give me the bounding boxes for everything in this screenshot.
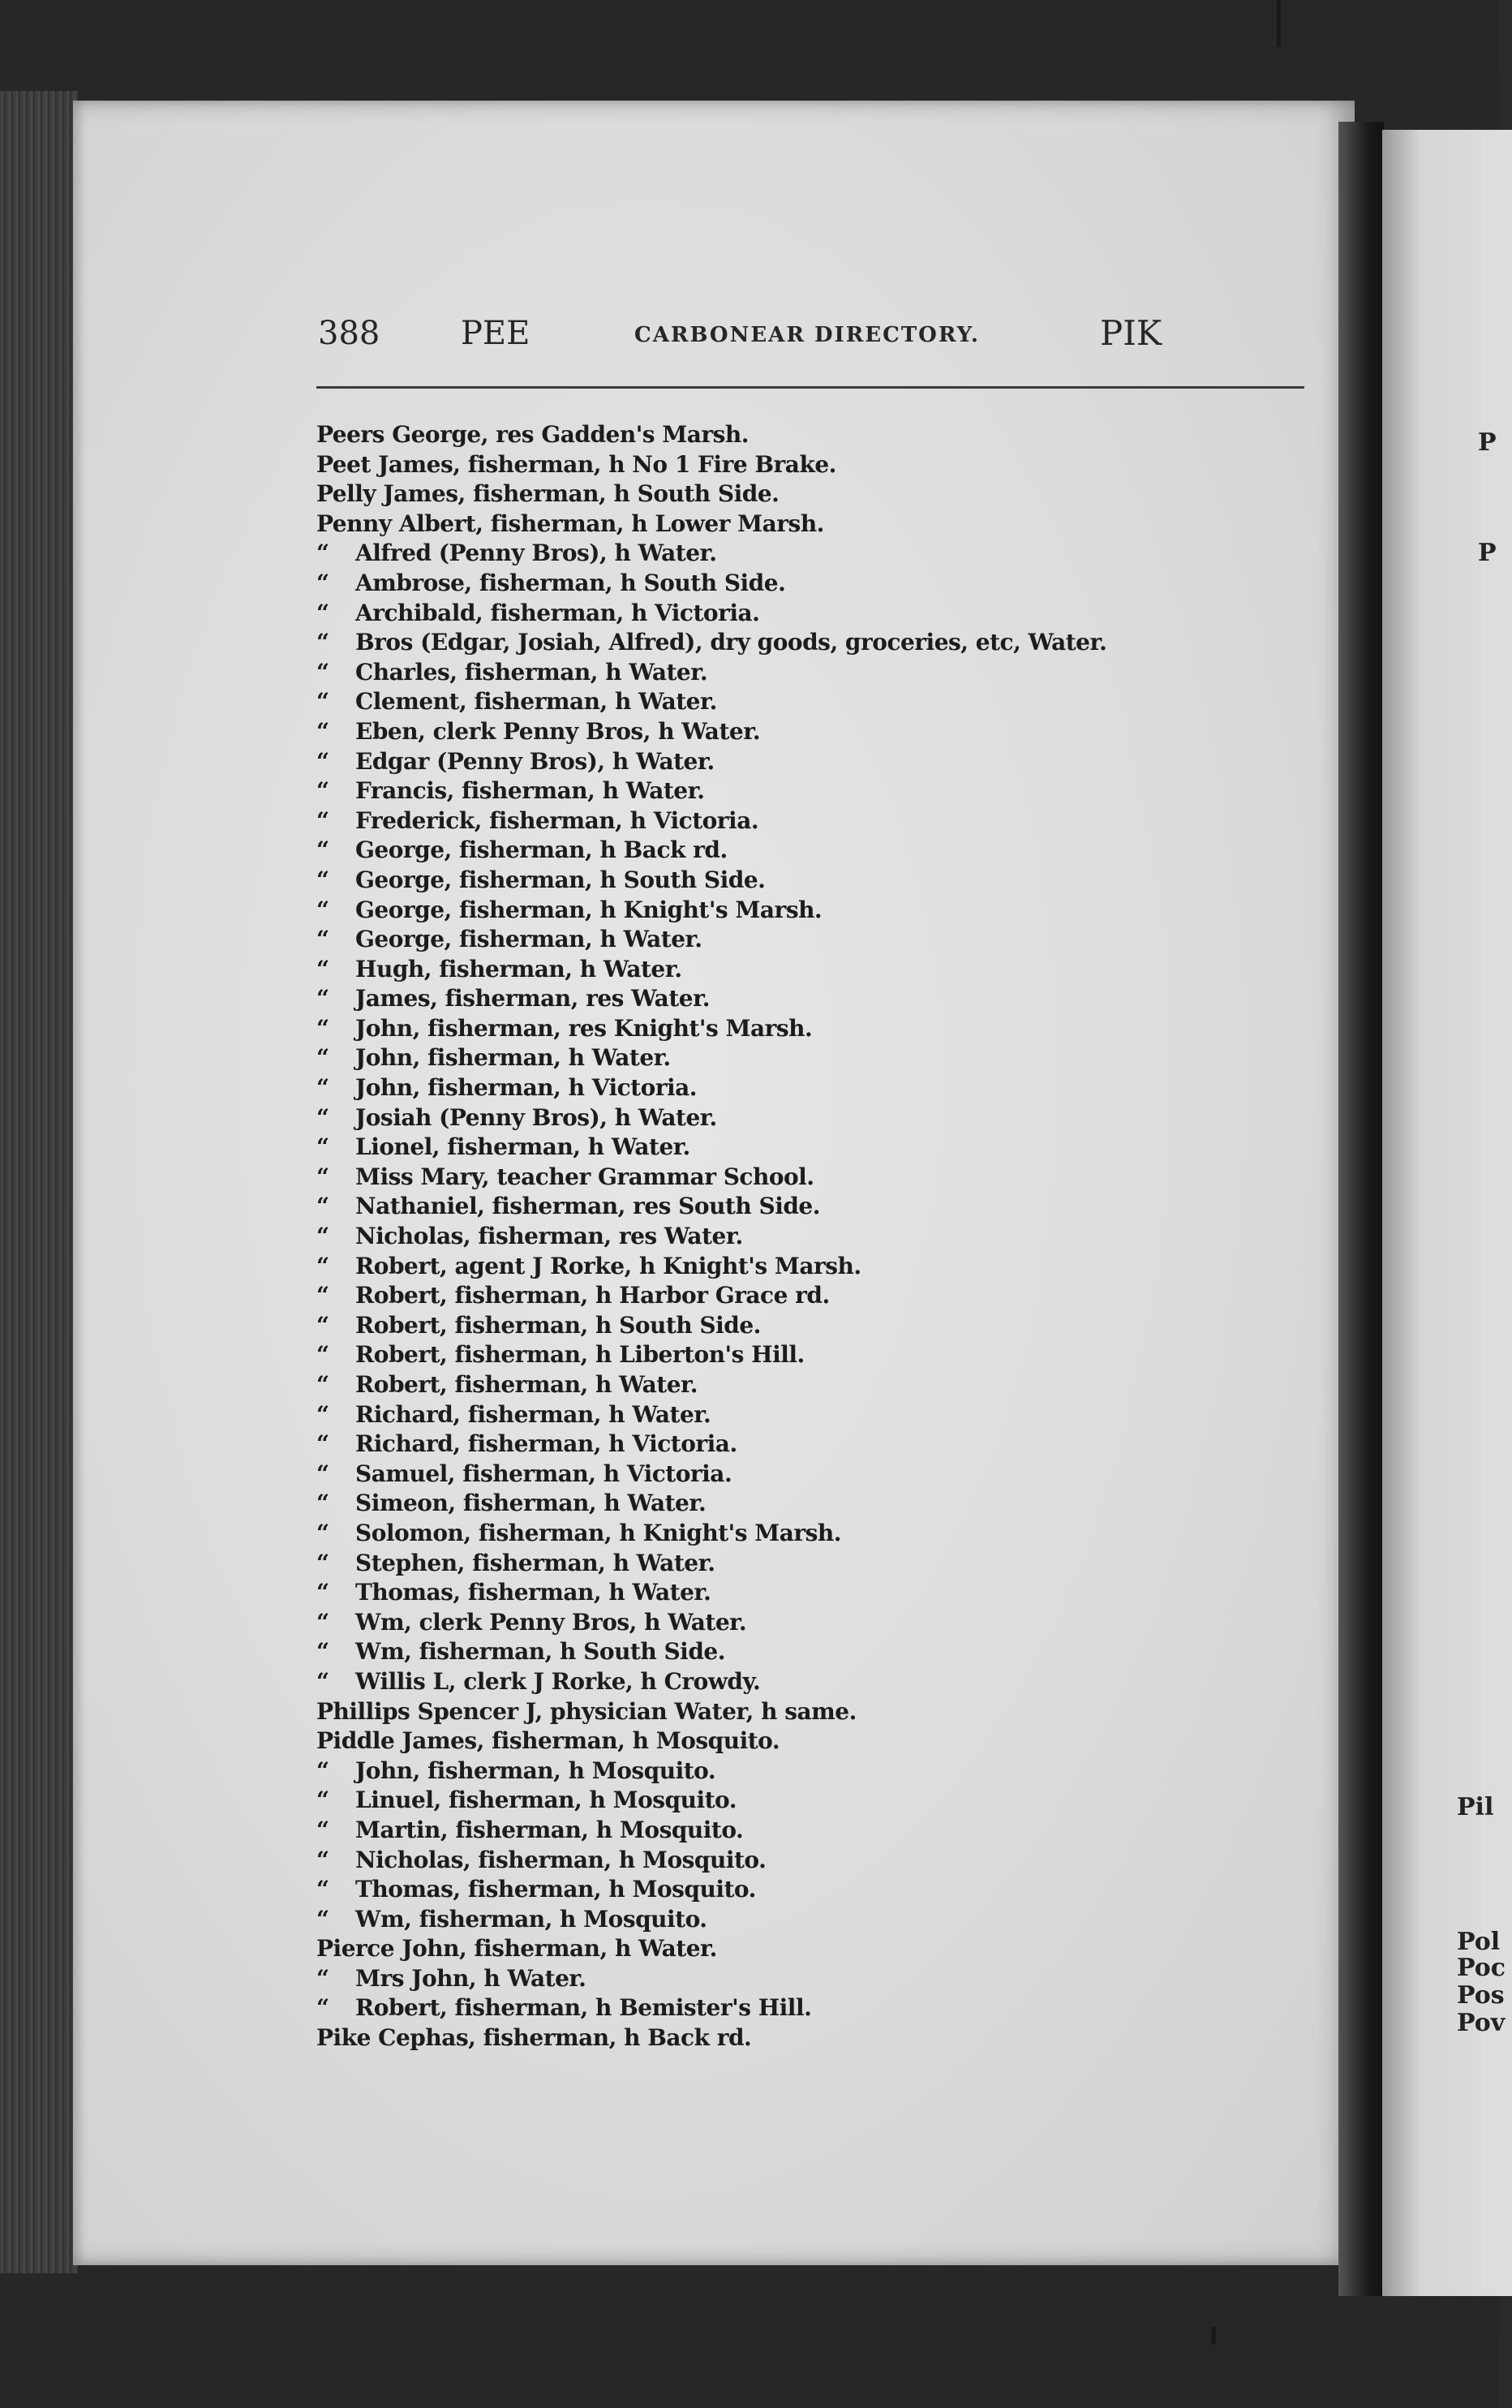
entry-text: Phillips Spencer J, physician Water, h same. xyxy=(316,1697,857,1725)
entry-text: Alfred (Penny Bros), h Water. xyxy=(355,540,717,567)
book-gutter xyxy=(1338,122,1384,2296)
ditto-mark: “ xyxy=(316,1371,329,1398)
scan-mark-top xyxy=(1277,0,1281,47)
directory-subentry xyxy=(316,1133,1338,1163)
entry-text: Miss Mary, teacher Grammar School. xyxy=(355,1163,814,1190)
directory-subentry xyxy=(316,1370,1338,1400)
directory-entry xyxy=(316,1726,1338,1757)
left-guide-word: PEE xyxy=(461,315,530,352)
entry-text: Samuel, fisherman, h Victoria. xyxy=(355,1460,732,1487)
directory-entries xyxy=(316,420,1338,2053)
ditto-mark: “ xyxy=(316,836,329,864)
entry-text: Richard, fisherman, h Water. xyxy=(355,1400,711,1428)
entry-text: Nathaniel, fisherman, res South Side. xyxy=(355,1193,820,1220)
directory-title: CARBONEAR DIRECTORY. xyxy=(634,323,980,347)
ditto-mark: “ xyxy=(316,1757,329,1784)
directory-subentry xyxy=(316,1667,1338,1697)
entry-text: Thomas, fisherman, h Water. xyxy=(355,1579,711,1606)
right-guide-word: PIK xyxy=(1100,313,1162,353)
ditto-mark: “ xyxy=(316,1044,329,1072)
scan-mark-bottom xyxy=(1211,2327,1216,2345)
directory-subentry xyxy=(316,1489,1338,1519)
directory-subentry xyxy=(316,896,1338,926)
ditto-mark: “ xyxy=(316,1490,329,1517)
directory-subentry xyxy=(316,1340,1338,1370)
directory-subentry xyxy=(316,1430,1338,1460)
ditto-mark: “ xyxy=(316,1341,329,1369)
directory-subentry xyxy=(316,806,1338,836)
entry-text: Robert, agent J Rorke, h Knight's Marsh. xyxy=(355,1252,861,1279)
ditto-mark: “ xyxy=(316,1787,329,1814)
entry-text: Linuel, fisherman, h Mosquito. xyxy=(355,1787,737,1814)
entry-text: Willis L, clerk J Rorke, h Crowdy. xyxy=(355,1667,761,1695)
entry-text: John, fisherman, h Water. xyxy=(355,1044,671,1072)
directory-subentry xyxy=(316,1519,1338,1549)
entry-text: Pelly James, fisherman, h South Side. xyxy=(316,480,780,508)
ditto-mark: “ xyxy=(316,1223,329,1250)
directory-subentry xyxy=(316,1014,1338,1044)
directory-subentry xyxy=(316,717,1338,747)
directory-subentry xyxy=(316,1460,1338,1490)
directory-entry xyxy=(316,479,1338,510)
directory-entry xyxy=(316,510,1338,540)
directory-subentry xyxy=(316,1757,1338,1787)
entry-text: Peers George, res Gadden's Marsh. xyxy=(316,421,750,448)
ditto-mark: “ xyxy=(316,1579,329,1606)
directory-subentry xyxy=(316,658,1338,688)
entry-text: Pierce John, fisherman, h Water. xyxy=(316,1935,717,1963)
entry-text: George, fisherman, h Water. xyxy=(355,926,702,953)
directory-subentry xyxy=(316,1905,1338,1935)
entry-text: Robert, fisherman, h Harbor Grace rd. xyxy=(355,1282,830,1309)
ditto-mark: “ xyxy=(316,569,329,596)
directory-subentry xyxy=(316,1816,1338,1846)
directory-subentry xyxy=(316,1875,1338,1905)
ditto-mark: “ xyxy=(316,1014,329,1042)
directory-subentry xyxy=(316,1103,1338,1133)
entry-text: Wm, clerk Penny Bros, h Water. xyxy=(355,1608,747,1636)
entry-text: Nicholas, fisherman, res Water. xyxy=(355,1223,743,1250)
ditto-mark: “ xyxy=(316,1311,329,1339)
directory-subentry xyxy=(316,866,1338,896)
directory-subentry xyxy=(316,925,1338,955)
entry-text: James, fisherman, res Water. xyxy=(355,985,710,1013)
ditto-mark: “ xyxy=(316,1163,329,1190)
facing-page-fragment: Pol xyxy=(1457,1928,1501,1956)
entry-text: Mrs John, h Water. xyxy=(355,1964,586,1992)
entry-text: Nicholas, fisherman, h Mosquito. xyxy=(355,1846,767,1873)
ditto-mark: “ xyxy=(316,1638,329,1666)
entry-text: Martin, fisherman, h Mosquito. xyxy=(355,1816,744,1843)
header-rule xyxy=(316,386,1304,389)
directory-subentry xyxy=(316,1846,1338,1876)
directory-subentry xyxy=(316,836,1338,866)
ditto-mark: “ xyxy=(316,1994,329,2022)
entry-text: Solomon, fisherman, h Knight's Marsh. xyxy=(355,1519,842,1546)
directory-entry xyxy=(316,450,1338,480)
facing-page-fragment: Pos xyxy=(1457,1981,1505,2010)
directory-subentry xyxy=(316,1252,1338,1282)
entry-text: Josiah (Penny Bros), h Water. xyxy=(355,1103,717,1131)
book-page-edges xyxy=(0,91,78,2273)
ditto-mark: “ xyxy=(316,629,329,656)
ditto-mark: “ xyxy=(316,717,329,745)
ditto-mark: “ xyxy=(316,1846,329,1873)
entry-text: Lionel, fisherman, h Water. xyxy=(355,1133,690,1161)
entry-text: Archibald, fisherman, h Victoria. xyxy=(355,599,760,626)
entry-text: George, fisherman, h Back rd. xyxy=(355,836,728,864)
facing-page-fragment: Pil xyxy=(1457,1793,1494,1821)
entry-text: Stephen, fisherman, h Water. xyxy=(355,1549,715,1576)
ditto-mark: “ xyxy=(316,926,329,953)
directory-entry xyxy=(316,2023,1338,2053)
entry-text: Ambrose, fisherman, h South Side. xyxy=(355,569,786,596)
directory-subentry xyxy=(316,776,1338,806)
ditto-mark: “ xyxy=(316,1074,329,1102)
ditto-mark: “ xyxy=(316,658,329,686)
entry-text: Francis, fisherman, h Water. xyxy=(355,777,705,805)
ditto-mark: “ xyxy=(316,1608,329,1636)
entry-text: Bros (Edgar, Josiah, Alfred), dry goods, groceries, etc, Water. xyxy=(355,629,1107,656)
directory-subentry xyxy=(316,747,1338,777)
entry-text: Wm, fisherman, h Mosquito. xyxy=(355,1905,707,1933)
directory-entry xyxy=(316,1934,1338,1964)
directory-subentry xyxy=(316,1964,1338,1994)
ditto-mark: “ xyxy=(316,1964,329,1992)
ditto-mark: “ xyxy=(316,777,329,805)
entry-text: Richard, fisherman, h Victoria. xyxy=(355,1430,737,1458)
ditto-mark: “ xyxy=(316,688,329,716)
directory-subentry xyxy=(316,1281,1338,1311)
entry-text: Eben, clerk Penny Bros, h Water. xyxy=(355,717,761,745)
facing-page-fragment: P xyxy=(1478,539,1497,567)
ditto-mark: “ xyxy=(316,1549,329,1576)
ditto-mark: “ xyxy=(316,1193,329,1220)
entry-text: John, fisherman, h Victoria. xyxy=(355,1074,698,1102)
ditto-mark: “ xyxy=(316,747,329,775)
directory-subentry xyxy=(316,1993,1338,2023)
entry-text: Wm, fisherman, h South Side. xyxy=(355,1638,725,1666)
ditto-mark: “ xyxy=(316,1252,329,1279)
ditto-mark: “ xyxy=(316,599,329,626)
ditto-mark: “ xyxy=(316,1519,329,1546)
facing-page-fragment: Poc xyxy=(1457,1954,1506,1982)
ditto-mark: “ xyxy=(316,1103,329,1131)
entry-text: Hugh, fisherman, h Water. xyxy=(355,955,682,983)
facing-page xyxy=(1382,130,1512,2296)
ditto-mark: “ xyxy=(316,1876,329,1903)
directory-entry xyxy=(316,1697,1338,1727)
ditto-mark: “ xyxy=(316,540,329,567)
entry-text: John, fisherman, h Mosquito. xyxy=(355,1757,716,1784)
directory-subentry xyxy=(316,1311,1338,1341)
entry-text: Clement, fisherman, h Water. xyxy=(355,688,717,716)
directory-subentry xyxy=(316,569,1338,599)
directory-subentry xyxy=(316,1637,1338,1667)
ditto-mark: “ xyxy=(316,1282,329,1309)
ditto-mark: “ xyxy=(316,1460,329,1487)
directory-subentry xyxy=(316,687,1338,717)
directory-subentry xyxy=(316,1786,1338,1816)
directory-subentry xyxy=(316,955,1338,985)
entry-text: Robert, fisherman, h Water. xyxy=(355,1371,698,1398)
ditto-mark: “ xyxy=(316,1905,329,1933)
entry-text: Robert, fisherman, h Liberton's Hill. xyxy=(355,1341,805,1369)
entry-text: George, fisherman, h Knight's Marsh. xyxy=(355,896,823,923)
directory-subentry xyxy=(316,628,1338,658)
ditto-mark: “ xyxy=(316,985,329,1013)
directory-subentry xyxy=(316,539,1338,569)
entry-text: Edgar (Penny Bros), h Water. xyxy=(355,747,715,775)
entry-text: Simeon, fisherman, h Water. xyxy=(355,1490,707,1517)
entry-text: Frederick, fisherman, h Victoria. xyxy=(355,806,759,834)
directory-subentry xyxy=(316,599,1338,629)
ditto-mark: “ xyxy=(316,1667,329,1695)
entry-text: George, fisherman, h South Side. xyxy=(355,866,766,893)
page-number: 388 xyxy=(318,315,380,352)
ditto-mark: “ xyxy=(316,1400,329,1428)
ditto-mark: “ xyxy=(316,1430,329,1458)
entry-text: John, fisherman, res Knight's Marsh. xyxy=(355,1014,813,1042)
entry-text: Thomas, fisherman, h Mosquito. xyxy=(355,1876,756,1903)
directory-subentry xyxy=(316,1400,1338,1430)
directory-subentry xyxy=(316,1222,1338,1252)
facing-page-fragment: P xyxy=(1478,428,1497,457)
ditto-mark: “ xyxy=(316,866,329,893)
entry-text: Penny Albert, fisherman, h Lower Marsh. xyxy=(316,510,824,537)
ditto-mark: “ xyxy=(316,1816,329,1843)
page-header xyxy=(318,310,1170,359)
directory-subentry xyxy=(316,1192,1338,1222)
ditto-mark: “ xyxy=(316,806,329,834)
ditto-mark: “ xyxy=(316,1133,329,1161)
entry-text: Piddle James, fisherman, h Mosquito. xyxy=(316,1727,780,1755)
entry-text: Robert, fisherman, h South Side. xyxy=(355,1311,761,1339)
directory-subentry xyxy=(316,1608,1338,1638)
ditto-mark: “ xyxy=(316,896,329,923)
entry-text: Charles, fisherman, h Water. xyxy=(355,658,708,686)
facing-page-fragment: Pov xyxy=(1457,2009,1506,2037)
directory-subentry xyxy=(316,1073,1338,1103)
directory-subentry xyxy=(316,984,1338,1014)
entry-text: Pike Cephas, fisherman, h Back rd. xyxy=(316,2024,752,2052)
directory-subentry xyxy=(316,1549,1338,1579)
directory-subentry xyxy=(316,1163,1338,1193)
entry-text: Robert, fisherman, h Bemister's Hill. xyxy=(355,1994,812,2022)
ditto-mark: “ xyxy=(316,955,329,983)
directory-subentry xyxy=(316,1043,1338,1073)
entry-text: Peet James, fisherman, h No 1 Fire Brake. xyxy=(316,450,836,478)
directory-subentry xyxy=(316,1578,1338,1608)
directory-entry xyxy=(316,420,1338,450)
